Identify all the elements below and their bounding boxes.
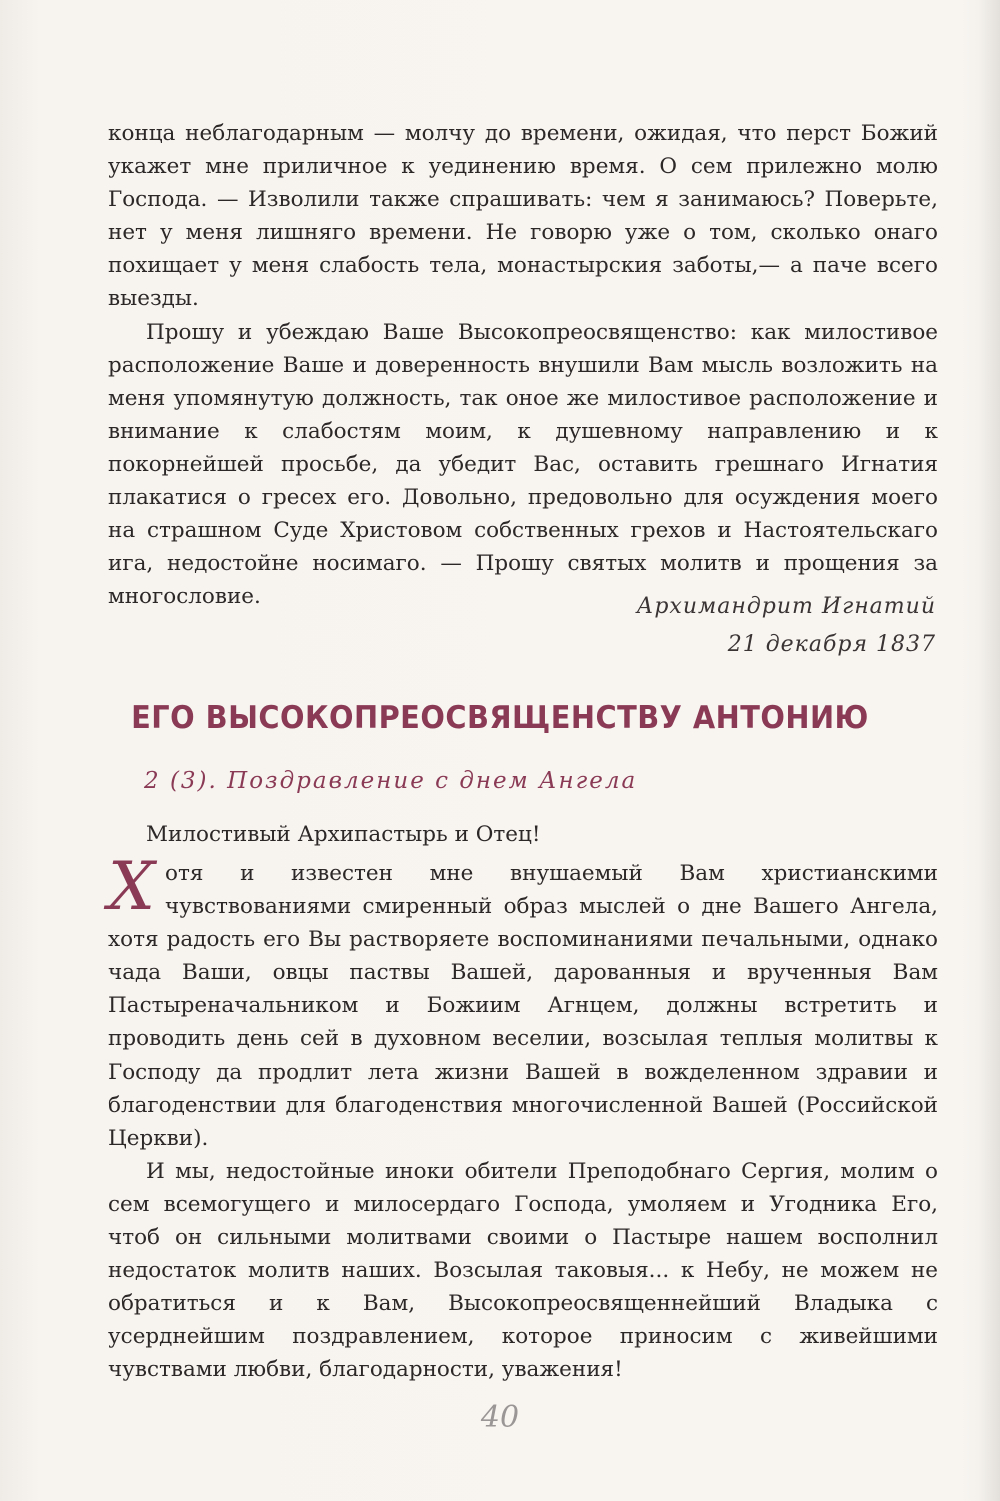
letter-paragraph: конца неблагодарным — молчу до времени, ожидая, что перст Божий укажет мне приличное к уединению время. О сем прилежно молю Господа. — Изволили также спрашивать: чем я занимаюсь? Поверьте, нет у меня лишняго времени. Не говорю уже о том, сколько онаго похищает у меня слабость тела, монастырския заботы,— а паче всего выезды. [108, 121, 938, 312]
letter-subheading: 2 (3). Поздравление с днем Ангела [144, 768, 638, 794]
letter-paragraph [108, 848, 938, 1155]
page-edge-shadow [978, 0, 1000, 1501]
salutation: Милостивый Архипастырь и Отец! [146, 822, 541, 847]
signature: Архимандрит Игнатий [636, 594, 936, 619]
letter-paragraph: Прошу и убеждаю Ваше Высокопреосвященство: как милостивое расположение Ваше и доверенность внушили Вам мысль возложить на меня упомянутую должность, так оное же милостивое расположение и внимание к слабостям моим, к душевному направлению и к покорнейшей просьбе, да убедит Вас, оставить грешнаго Игнатия плакатися о гресех его. Довольно, предовольно для осуждения моего на страшном Суде Христовом собственных грехов и Настоятельскаго ига, недостойне носимаго. — Прошу святых молитв и прощения за многословие. [108, 319, 938, 610]
page-number: 40 [480, 1400, 520, 1435]
letter-body [108, 117, 938, 613]
letter-body-2 [108, 848, 938, 1387]
paragraph-text: отя и известен мне внушаемый Вам христианскими чувствованиями смиренный образ мыслей о дне Вашего Ангела, хотя радость его Вы растворяете воспоминаниями печальными, однако чада Ваши, овцы паствы Вашей, дарованныя и врученныя Вам Пастыреначальником и Божиим Агнцем, должны встретить и проводить день сей в духовном веселии, возсылая теплыя молитвы к Господу да продлит лета жизни Вашей в вожделенном здравии и благоденствии для благоденствия многочисленной Вашей (Российской Церкви). [108, 861, 938, 1151]
dropcap: Х [108, 848, 155, 925]
section-heading: ЕГО ВЫСОКОПРЕОСВЯЩЕНСТВУ АНТОНИЮ [131, 700, 869, 736]
letter-paragraph: И мы, недостойные иноки обители Преподобнаго Сергия, молим о сем всемогущего и милосердаго Господа, умоляем и Угодника Его, чтоб он сильными молитвами своими о Пастыре нашем восполнил недостаток молитв наших. Возсылая таковыя... к Небу, не можем не обратиться и к Вам, Высокопреосвященнейший Владыка с усерднейшим поздравлением, которое приносим с живейшими чувствами любви, благодарности, уважения! [108, 1158, 938, 1383]
letter-date: 21 декабря 1837 [727, 632, 936, 657]
